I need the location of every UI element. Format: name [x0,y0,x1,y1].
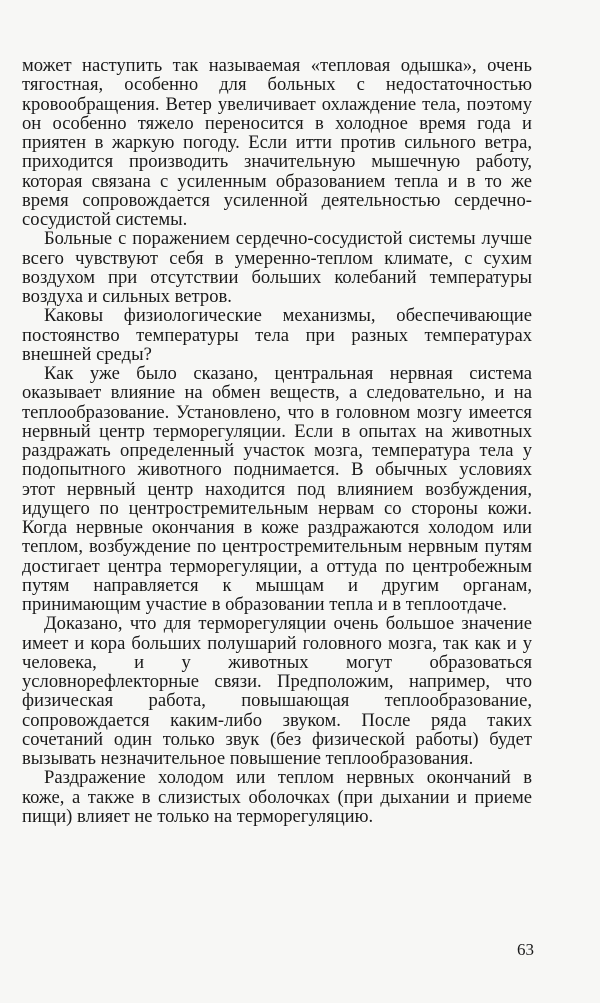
paragraph-irritation: Раздражение холодом или теплом нервных окончаний в коже, а также в слизистых оболочках (при дыхании и приеме пищи) влияет не только на терморегуляцию. [22,767,532,827]
paragraph-question: Каковы физиологические механизмы, обеспечивающие постоянство температуры тела при разных температурах внешней среды? [22,305,532,365]
paragraph-nervous-center: Как уже было сказано, центральная нервная система оказывает влияние на обмен веществ, а следовательно, и на теплообразование. Установлено, что в головном мозгу имеется нервный центр терморегуляции. Если в опытах на животных раздражать определенный участок мозга, температура тела у подопытного животного поднимается. В обычных условиях этот нервный центр находится под влиянием возбуждения, идущего по центростремительным нервам со стороны кожи. Когда нервные окончания в коже раздражаются холодом или теплом, возбуждение по центростремительным нервным путям достигает центра терморегуляции, а оттуда по центробежным путям направляется к мышцам и другим органам, принимающим участие в образовании тепла и в теплоотдаче. [22,363,532,615]
paragraph-cardiac-patients: Больные с поражением сердечно-сосудистой системы лучше всего чувствуют себя в умеренно-теплом климате, с сухим воздухом при отсутствии больших колебаний температуры воздуха и сильных ветров. [22,228,532,307]
page-number: 63 [517,940,534,959]
paragraph-continuation: может наступить так называемая «тепловая одышка», очень тягостная, особенно для больных с недостаточностью кровообращения. Ветер увеличивает охлаждение тела, поэтому он особенно тяжело переносится в холодное время года и приятен в жаркую погоду. Если итти против сильного ветра, приходится производить значительную мышечную работу, которая связана с усиленным образованием тепла и в то же время сопровождается усиленной деятельностью сердечно-сосудистой системы. [22,55,532,230]
paragraph-cortex: Доказано, что для терморегуляции очень большое значение имеет и кора больших полушарий головного мозга, так как и у человека, и у животных могут образоваться условнорефлекторные связи. Предположим, например, что физическая работа, повышающая теплообразование, сопровождается каким-либо звуком. После ряда таких сочетаний один только звук (без физической работы) будет вызывать незначительное повышение теплообразования. [22,613,532,769]
page-text-body [22,56,532,826]
